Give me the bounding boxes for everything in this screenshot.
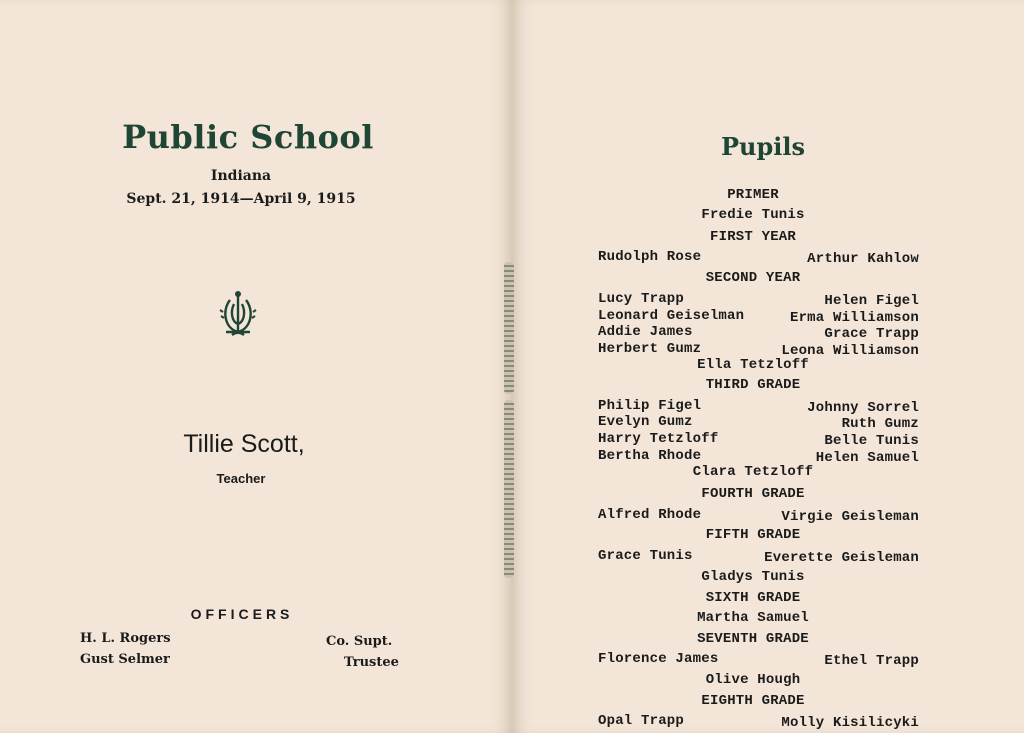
pupil-name-right: Erma Williamson bbox=[789, 310, 919, 326]
pupil-name-left: Addie James bbox=[598, 324, 693, 340]
pupil-name-left: Herbert Gumz bbox=[598, 341, 702, 357]
pupil-name: Olive Hough bbox=[705, 672, 801, 688]
pupil-name-left: Florence James bbox=[598, 651, 719, 667]
officer-role-2: Trustee bbox=[344, 655, 399, 670]
lyre-wreath-emblem-icon bbox=[218, 288, 258, 340]
pupil-name-right: Helen Samuel bbox=[815, 450, 919, 466]
pupils-heading: Pupils bbox=[720, 132, 806, 161]
grade-heading: FOURTH GRADE bbox=[701, 486, 805, 502]
pupil-name-left: Grace Tunis bbox=[598, 548, 693, 564]
pupil-name-right: Helen Figel bbox=[824, 293, 919, 309]
pupil-name-left: Lucy Trapp bbox=[598, 291, 685, 307]
pupil-name-right: Leona Williamson bbox=[781, 343, 919, 359]
pupil-name-right: Johnny Sorrel bbox=[807, 400, 919, 416]
pupil-name-left: Bertha Rhode bbox=[598, 448, 702, 464]
binding-stitch-upper bbox=[504, 262, 514, 394]
pupil-name-right: Belle Tunis bbox=[824, 433, 919, 449]
pupil-name-right: Ruth Gumz bbox=[841, 416, 919, 432]
officer-name-1: H. L. Rogers bbox=[80, 631, 171, 646]
pupil-name-left: Rudolph Rose bbox=[598, 249, 702, 265]
officer-role-1: Co. Supt. bbox=[326, 634, 393, 649]
pupil-name-left: Harry Tetzloff bbox=[598, 431, 719, 447]
pupil-name-left: Evelyn Gumz bbox=[598, 414, 693, 430]
officers-heading: OFFICERS bbox=[190, 606, 294, 622]
grade-heading: EIGHTH GRADE bbox=[701, 693, 805, 709]
pupil-name-left: Opal Trapp bbox=[598, 713, 685, 729]
school-term-dates: Sept. 21, 1914—April 9, 1915 bbox=[126, 191, 356, 207]
pupil-name: Martha Samuel bbox=[697, 610, 809, 626]
pupil-name: Ella Tetzloff bbox=[697, 357, 809, 373]
right-page bbox=[512, 0, 1024, 733]
teacher-name: Tillie Scott, bbox=[183, 430, 305, 458]
grade-heading: SECOND YEAR bbox=[705, 270, 801, 286]
school-location: Indiana bbox=[210, 168, 272, 184]
officer-name-2: Gust Selmer bbox=[80, 652, 170, 667]
pupil-name-left: Philip Figel bbox=[598, 398, 702, 414]
pupil-name: Clara Tetzloff bbox=[692, 464, 814, 480]
pupil-name-right: Arthur Kahlow bbox=[807, 251, 919, 267]
grade-heading: SEVENTH GRADE bbox=[697, 631, 809, 647]
pupil-name-right: Molly Kisilicyki bbox=[781, 715, 919, 731]
grade-heading: FIRST YEAR bbox=[709, 229, 797, 245]
pupil-name: Gladys Tunis bbox=[701, 569, 805, 585]
grade-heading: PRIMER bbox=[727, 187, 779, 203]
binding-stitch-lower bbox=[504, 400, 514, 578]
grade-heading: THIRD GRADE bbox=[705, 377, 801, 393]
teacher-role: Teacher bbox=[216, 471, 266, 486]
grade-heading: FIFTH GRADE bbox=[705, 527, 801, 543]
pupil-name-right: Grace Trapp bbox=[824, 326, 919, 342]
pupil-name: Fredie Tunis bbox=[701, 207, 805, 223]
pupil-name-left: Leonard Geiselman bbox=[598, 308, 745, 324]
school-title: Public School bbox=[122, 118, 374, 156]
pupil-name-right: Everette Geisleman bbox=[764, 550, 919, 566]
pupil-name-right: Ethel Trapp bbox=[824, 653, 919, 669]
grade-heading: SIXTH GRADE bbox=[705, 590, 801, 606]
pupil-name-left: Alfred Rhode bbox=[598, 507, 702, 523]
pupil-name-right: Virgie Geisleman bbox=[781, 509, 919, 525]
